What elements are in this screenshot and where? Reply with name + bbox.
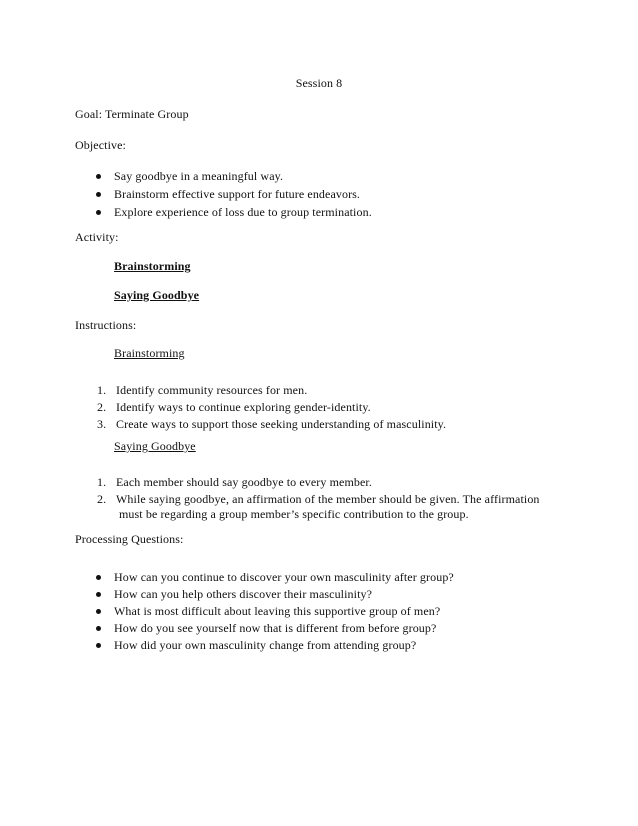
list-number: 1.: [97, 475, 107, 489]
question-item: How did your own masculinity change from attending group?: [114, 638, 417, 652]
question-item: How can you continue to discover your own masculinity after group?: [114, 570, 454, 584]
brainstorming-item: Identify community resources for men.: [116, 383, 308, 397]
goodbye-item-continuation: must be regarding a group member’s specific contribution to the group.: [119, 507, 469, 521]
activity-label: Activity:: [75, 230, 119, 244]
brainstorming-item: Identify ways to continue exploring gender-identity.: [116, 400, 371, 414]
list-number: 1.: [97, 383, 107, 397]
question-item: How can you help others discover their masculinity?: [114, 587, 373, 601]
objective-label: Objective:: [75, 138, 126, 152]
bullet-icon: [96, 643, 101, 648]
list-number: 2.: [97, 492, 107, 506]
page-title: Session 8: [295, 76, 343, 90]
objective-item: Explore experience of loss due to group termination.: [114, 205, 372, 219]
brainstorming-item: Create ways to support those seeking understanding of masculinity.: [116, 417, 447, 431]
goodbye-item: While saying goodbye, an affirmation of the member should be given. The affirmation: [116, 492, 540, 506]
objective-item: Brainstorm effective support for future endeavors.: [114, 187, 361, 201]
activity-item-saying-goodbye: Saying Goodbye: [114, 288, 200, 302]
objective-item: Say goodbye in a meaningful way.: [114, 169, 284, 183]
bullet-icon: [96, 626, 101, 631]
goodbye-item: Each member should say goodbye to every member.: [116, 475, 372, 489]
bullet-icon: [96, 592, 101, 597]
activity-item-brainstorming: Brainstorming: [114, 259, 191, 273]
question-item: What is most difficult about leaving this supportive group of men?: [114, 604, 441, 618]
goal-line: Goal: Terminate Group: [75, 107, 189, 121]
saying-goodbye-heading: Saying Goodbye: [114, 439, 196, 453]
brainstorming-heading: Brainstorming: [114, 346, 185, 360]
instructions-label: Instructions:: [75, 318, 137, 332]
question-item: How do you see yourself now that is different from before group?: [114, 621, 437, 635]
list-number: 2.: [97, 400, 107, 414]
bullet-icon: [96, 192, 101, 197]
bullet-icon: [96, 609, 101, 614]
list-number: 3.: [97, 417, 107, 431]
bullet-icon: [96, 210, 101, 215]
bullet-icon: [96, 575, 101, 580]
bullet-icon: [96, 174, 101, 179]
processing-label: Processing Questions:: [75, 532, 184, 546]
